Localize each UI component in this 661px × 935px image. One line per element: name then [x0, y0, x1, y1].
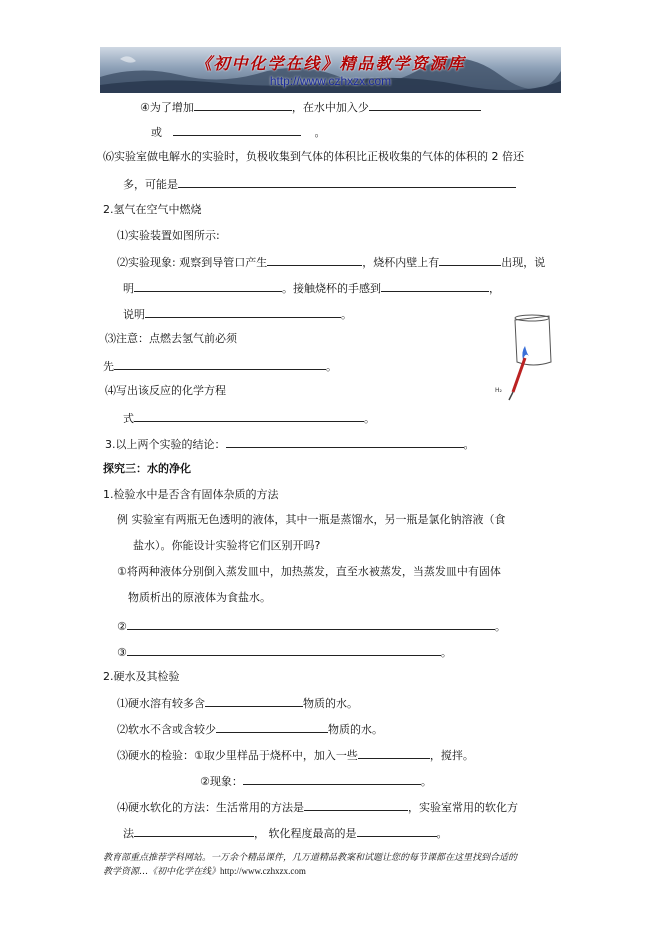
line-soft-def	[117, 721, 383, 737]
line-hard-test	[117, 747, 474, 763]
line-electrolysis	[103, 150, 524, 164]
footer-text: 教学资源…《初中化学在线》	[103, 867, 221, 877]
text: 2.氢气在空气中燃烧	[103, 203, 202, 216]
text: ⑵实验现象: 观察到导管口产生	[117, 256, 268, 269]
text: ⑴实验装置如图所示:	[117, 229, 220, 242]
text: ，在水中加入少	[291, 101, 369, 114]
line-explain2	[123, 306, 352, 322]
line-apparatus	[117, 229, 220, 243]
line-example2	[133, 539, 320, 553]
text: 。	[494, 620, 506, 633]
blank	[304, 799, 408, 811]
blank	[178, 176, 516, 188]
blank	[381, 280, 489, 292]
text: ⑹实验室做电解水的实验时，负极收集到气体的体积比正极收集的气体的体积的 2 倍还	[103, 150, 524, 163]
text: ， 软化程度最高的是	[254, 827, 357, 840]
text: 。	[463, 438, 475, 451]
line-soften2	[123, 825, 448, 841]
text: 。	[440, 646, 452, 659]
line-phenomenon	[117, 254, 545, 270]
text: ，	[489, 282, 500, 295]
line-explain	[123, 280, 500, 296]
blank	[194, 99, 292, 111]
text: 。	[314, 126, 326, 139]
text: 例 实验室有两瓶无色透明的液体，其中一瓶是蒸馏水，另一瓶是氯化钠溶液（食	[117, 513, 506, 526]
blank	[357, 825, 437, 837]
text: 出现，说	[501, 256, 546, 269]
text: 物质的水。	[303, 697, 358, 710]
text: 法	[123, 827, 134, 840]
footer	[103, 852, 568, 879]
blank	[127, 618, 495, 630]
text: 或	[151, 126, 162, 139]
line-method1b	[128, 591, 271, 605]
text: 盐水）。你能设计实验将它们区别开吗?	[133, 539, 321, 552]
blank	[134, 410, 364, 422]
text: ⑷写出该反应的化学方程	[105, 384, 226, 397]
blank	[358, 747, 430, 759]
text: 先	[103, 360, 114, 373]
line-conclusion	[105, 436, 475, 452]
footer-text: 教育部重点推荐学科网站。一万余个精品课件，几万道精品教案和试题让您的每节课都在这里找到合适的	[103, 853, 518, 863]
line-method3	[117, 644, 452, 660]
text: ③	[117, 646, 127, 659]
blank	[127, 644, 441, 656]
blank	[439, 254, 501, 266]
blank	[145, 306, 341, 318]
blank	[134, 825, 254, 837]
blank	[226, 436, 464, 448]
blank	[134, 280, 282, 292]
line-equation	[105, 384, 226, 398]
hydrogen-burning-apparatus-figure	[495, 312, 565, 402]
blank	[267, 254, 362, 266]
text: 1.检验水中是否含有固体杂质的方法	[103, 488, 279, 501]
text: ④为了增加	[140, 101, 194, 114]
blank	[369, 99, 481, 111]
header-banner	[100, 47, 561, 93]
text: ，实验室常用的软化方	[408, 801, 518, 814]
line-increase	[140, 99, 481, 115]
text: 式	[123, 412, 134, 425]
blank	[114, 358, 326, 370]
text: ①将两种液体分别倒入蒸发皿中，加热蒸发，直至水被蒸发，当蒸发皿中有固体	[117, 565, 501, 578]
text: 3.以上两个实验的结论：	[105, 438, 226, 451]
line-method1	[117, 565, 501, 579]
banner-url[interactable]: http://www.czhxzx.com	[269, 74, 392, 88]
blank	[173, 124, 301, 136]
line-example	[117, 513, 506, 527]
line-possible	[123, 176, 516, 192]
text: 说明	[123, 308, 145, 321]
line-check-method	[103, 488, 279, 502]
text: 多，可能是	[123, 178, 178, 191]
blank	[205, 695, 303, 707]
text: ⑶注意：点燃去氢气前必须	[105, 332, 237, 345]
text: ②现象：	[200, 775, 243, 788]
text: ⑷硬水软化的方法：生活常用的方法是	[117, 801, 304, 814]
text: ②	[117, 620, 127, 633]
text: ⑶硬水的检验：①取少里样品于烧杯中，加入一些	[117, 749, 358, 762]
blank	[216, 721, 328, 733]
text: 。	[364, 412, 375, 425]
text: 探究三：水的净化	[103, 462, 191, 475]
text: 物质析出的原液体为食盐水。	[128, 591, 271, 604]
line-first	[103, 358, 337, 374]
h2-label: H₂	[495, 387, 502, 394]
text: 。	[326, 360, 337, 373]
blank	[243, 773, 421, 785]
footer-link[interactable]: http://www.czhxzx.com	[220, 866, 306, 876]
text: 。	[341, 308, 352, 321]
banner-title: 《初中化学在线》精品教学资源库	[195, 54, 466, 73]
line-equation2	[123, 410, 375, 426]
text: ⑵软水不含或含较少	[117, 723, 216, 736]
text: ⑴硬水溶有较多含	[117, 697, 205, 710]
line-method2	[117, 618, 506, 634]
line-hard-def	[117, 695, 358, 711]
text: 。接触烧杯的手感到	[282, 282, 381, 295]
line-phenomenon2	[200, 773, 432, 789]
text: 。	[420, 775, 432, 788]
text: 。	[436, 827, 448, 840]
line-soften	[117, 799, 518, 815]
line-or	[151, 124, 326, 140]
section-heading	[103, 203, 202, 217]
section-three-heading	[103, 462, 191, 476]
text: 明	[123, 282, 134, 295]
line-hard-water	[103, 670, 180, 684]
text: ，搅拌。	[429, 749, 474, 762]
text: 2.硬水及其检验	[103, 670, 180, 683]
text: 物质的水。	[328, 723, 383, 736]
line-note	[105, 332, 237, 346]
text: ，烧杯内壁上有	[362, 256, 440, 269]
